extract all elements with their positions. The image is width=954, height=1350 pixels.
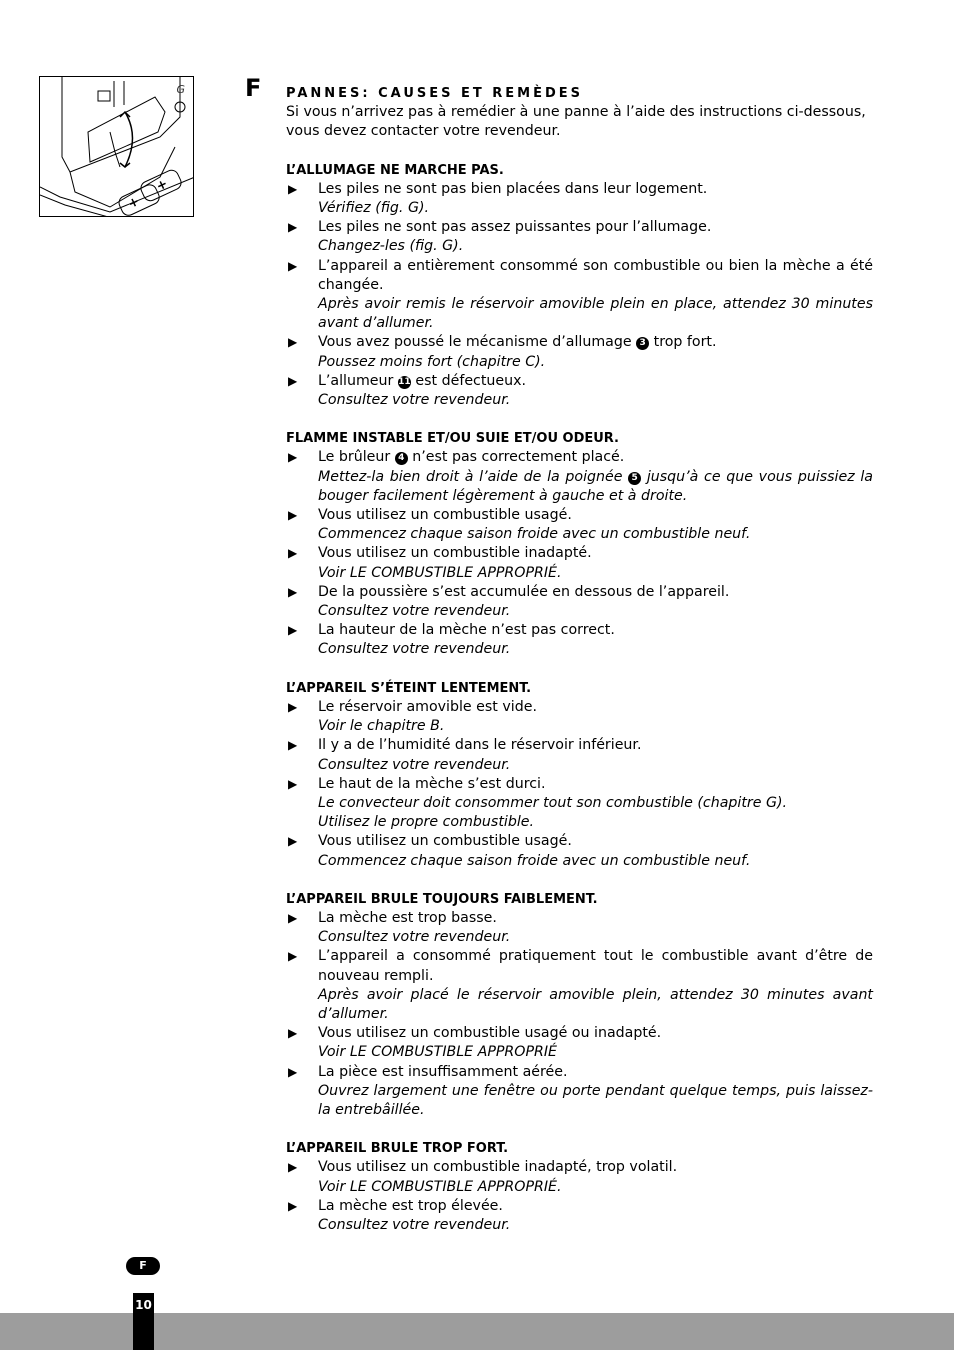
remedy-text: Consultez votre revendeur. [318, 641, 511, 658]
problem-group [286, 890, 873, 1120]
remedy-text: Poussez moins fort (chapitre C). [318, 353, 546, 370]
list-item [286, 544, 873, 582]
cause-text: L’appareil a entièrement consommé son combustible ou bien la mèche a été changée. [318, 257, 873, 293]
bullet-arrow-icon: ▶ [288, 335, 298, 350]
remedy-text: jusqu’à ce que vous puissiez la bouger facilement légèrement à gauche et à droite. [318, 468, 873, 504]
bullet-arrow-icon: ▶ [288, 738, 298, 753]
page-number: 10 [135, 1298, 152, 1312]
list-item [286, 1158, 873, 1196]
problem-group [286, 161, 873, 411]
cause-text: trop fort. [653, 334, 717, 351]
remedy-text: Vérifiez (fig. G). [318, 200, 429, 217]
bullet-arrow-icon: ▶ [288, 1026, 298, 1041]
problem-heading: L’APPAREIL BRULE TROP FORT. [286, 1141, 509, 1157]
figure-label: G [176, 83, 185, 96]
list-item [286, 180, 873, 218]
cause-text: La mèche est trop élevée. [318, 1197, 503, 1214]
bullet-arrow-icon: ▶ [288, 1064, 298, 1079]
reference-number-icon: 4 [395, 452, 408, 465]
remedy-text: Consultez votre revendeur. [318, 929, 511, 946]
cause-text: L’appareil a consommé pratiquement tout le combustible avant d’être de nouveau rempli. [318, 948, 873, 984]
cause-text: est défectueux. [415, 372, 527, 389]
reference-number-icon: 5 [628, 472, 641, 485]
remedy-text: Voir LE COMBUSTIBLE APPROPRIÉ. [318, 564, 562, 581]
battery-compartment-figure [39, 76, 194, 217]
cause-text [318, 333, 873, 352]
reference-number-icon: 3 [636, 337, 649, 350]
bullet-arrow-icon: ▶ [288, 910, 298, 925]
troubleshooting-groups [286, 161, 873, 1236]
remedy-text [318, 468, 873, 506]
problem-group [286, 429, 873, 659]
bullet-arrow-icon: ▶ [288, 949, 298, 964]
bullet-arrow-icon: ▶ [288, 1160, 298, 1175]
problem-group [286, 1139, 873, 1235]
remedy-text: Consultez votre revendeur. [318, 603, 511, 620]
cause-text: Vous utilisez un combustible inadapté. [318, 545, 592, 562]
remedy-text: Consultez votre revendeur. [318, 1216, 511, 1233]
bullet-arrow-icon: ▶ [288, 776, 298, 791]
list-item [286, 257, 873, 334]
list-item [286, 775, 873, 833]
cause-text: Le haut de la mèche s’est durci. [318, 775, 546, 792]
bullet-arrow-icon: ▶ [288, 1198, 298, 1213]
list-item [286, 1024, 873, 1062]
remedy-text: Utilisez le propre combustible. [318, 814, 535, 831]
remedy-text: Voir LE COMBUSTIBLE APPROPRIÉ [318, 1044, 558, 1061]
section-letter: F [245, 74, 262, 102]
cause-text: De la poussière s’est accumulée en dessous de l’appareil. [318, 583, 730, 600]
list-item [286, 218, 873, 256]
bullet-arrow-icon: ▶ [288, 220, 298, 235]
problem-heading: L’ALLUMAGE NE MARCHE PAS. [286, 162, 504, 178]
cause-text: Le brûleur [318, 449, 391, 466]
cause-text: Vous utilisez un combustible usagé ou inadapté. [318, 1025, 662, 1042]
bullet-arrow-icon: ▶ [288, 834, 298, 849]
bullet-arrow-icon: ▶ [288, 699, 298, 714]
bullet-arrow-icon: ▶ [288, 373, 298, 388]
cause-text: Vous utilisez un combustible usagé. [318, 507, 572, 524]
list-item [286, 1197, 873, 1235]
cause-text: Les piles ne sont pas bien placées dans leur logement. [318, 180, 708, 197]
problem-heading: FLAMME INSTABLE ET/OU SUIE ET/OU ODEUR. [286, 431, 619, 447]
reference-number-icon: 11 [398, 376, 411, 387]
list-item [286, 698, 873, 736]
list-item [286, 333, 873, 371]
bullet-arrow-icon: ▶ [288, 623, 298, 638]
remedy-text: Après avoir placé le réservoir amovible plein, attendez 30 minutes avant d’allumer. [318, 986, 873, 1022]
bullet-arrow-icon: ▶ [288, 258, 298, 273]
list-item [286, 621, 873, 659]
cause-text: La mèche est trop basse. [318, 909, 497, 926]
problem-heading: L’APPAREIL BRULE TOUJOURS FAIBLEMENT. [286, 891, 598, 907]
language-badge: F [126, 1257, 160, 1275]
list-item [286, 832, 873, 870]
remedy-text: Voir LE COMBUSTIBLE APPROPRIÉ. [318, 1178, 562, 1195]
battery-illustration [40, 77, 194, 217]
remedy-text: Le convecteur doit consommer tout son combustible (chapitre G). [318, 794, 788, 811]
remedy-text: Commencez chaque saison froide avec un combustible neuf. [318, 526, 751, 543]
list-item [286, 372, 873, 410]
remedy-text: Voir le chapitre B. [318, 718, 445, 735]
list-item [286, 583, 873, 621]
remedy-text: Consultez votre revendeur. [318, 756, 511, 773]
problem-heading: L’APPAREIL S’ÉTEINT LENTEMENT. [286, 680, 532, 696]
remedy-text: Consultez votre revendeur. [318, 392, 511, 409]
bullet-arrow-icon: ▶ [288, 508, 298, 523]
remedy-text: Commencez chaque saison froide avec un combustible neuf. [318, 852, 751, 869]
page-title: PANNES: CAUSES ET REMÈDES [286, 86, 584, 101]
cause-text: L’allumeur [318, 372, 394, 389]
cause-text: Les piles ne sont pas assez puissantes pour l’allumage. [318, 219, 712, 236]
list-item [286, 506, 873, 544]
remedy-text: Ouvrez largement une fenêtre ou porte pendant quelque temps, puis laissez-la entrebâillée. [318, 1082, 873, 1118]
list-item [286, 909, 873, 947]
intro-text: Si vous n’arrivez pas à remédier à une panne à l’aide des instructions ci-dessous, vous devez contacter votre revendeur. [286, 104, 866, 140]
bullet-arrow-icon: ▶ [288, 181, 298, 196]
cause-text: Vous avez poussé le mécanisme d’allumage [318, 334, 632, 351]
list-item [286, 736, 873, 774]
troubleshooting-content [286, 84, 873, 1254]
remedy-text: Mettez-la bien droit à l’aide de la poignée [318, 468, 623, 485]
list-item [286, 448, 873, 506]
remedy-text: Changez-les (fig. G). [318, 238, 464, 255]
bullet-arrow-icon: ▶ [288, 584, 298, 599]
bullet-arrow-icon: ▶ [288, 546, 298, 561]
cause-text: Il y a de l’humidité dans le réservoir inférieur. [318, 737, 642, 754]
cause-text: Le réservoir amovible est vide. [318, 698, 537, 715]
cause-text [318, 372, 873, 391]
cause-text: La hauteur de la mèche n’est pas correct. [318, 622, 615, 639]
bullet-arrow-icon: ▶ [288, 450, 298, 465]
list-item [286, 947, 873, 1024]
cause-text [318, 448, 873, 467]
list-item [286, 1063, 873, 1121]
remedy-text: Après avoir remis le réservoir amovible plein en place, attendez 30 minutes avant d’allumer. [318, 296, 873, 332]
problem-group [286, 679, 873, 871]
cause-text: n’est pas correctement placé. [412, 449, 625, 466]
cause-text: La pièce est insuffisamment aérée. [318, 1063, 568, 1080]
cause-text: Vous utilisez un combustible usagé. [318, 833, 572, 850]
cause-text: Vous utilisez un combustible inadapté, trop volatil. [318, 1159, 678, 1176]
